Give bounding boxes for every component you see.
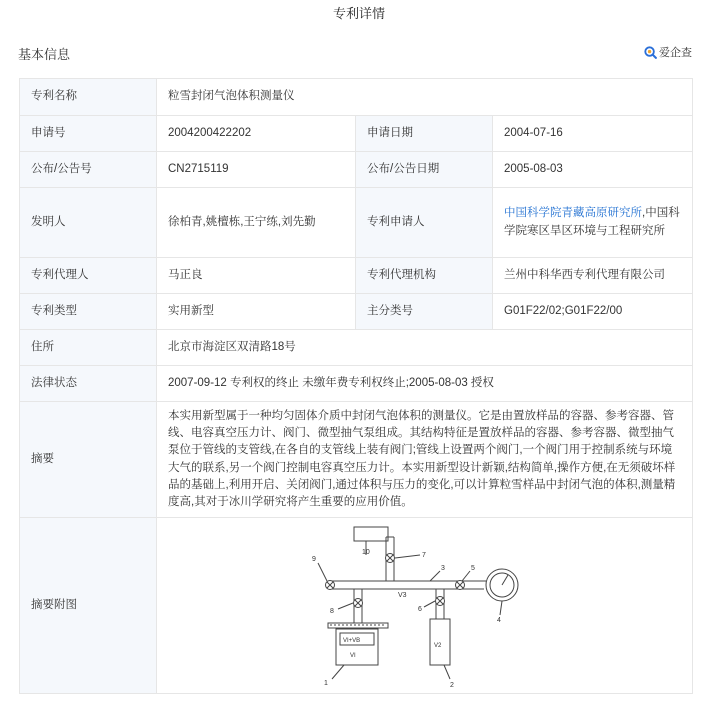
value-legal-status: 2007-09-12 专利权的终止 未缴年费专利权终止;2005-08-03 授权: [157, 366, 693, 402]
row-legal-status: [20, 366, 693, 402]
row-type: [20, 294, 693, 330]
row-application: [20, 116, 693, 152]
value-agent: 马正良: [157, 258, 356, 294]
value-agency: 兰州中科华西专利代理有限公司: [493, 258, 693, 294]
figure-cell: [157, 518, 693, 694]
search-logo-icon: [644, 46, 657, 59]
vacuum-gauge-box: [354, 527, 388, 541]
value-ipc: G01F22/02;G01F22/00: [493, 294, 693, 330]
fig-label-1: 1: [324, 679, 328, 687]
label-patent-type: 专利类型: [20, 294, 157, 330]
value-applicant: [493, 188, 693, 258]
brand-name: 爱企查: [659, 47, 692, 59]
value-application-date: 2004-07-16: [493, 116, 693, 152]
patent-info-table: [19, 78, 693, 694]
label-legal-status: 法律状态: [20, 366, 157, 402]
value-address: 北京市海淀区双清路18号: [157, 330, 693, 366]
brand-logo[interactable]: [644, 44, 692, 60]
section-title: 基本信息: [18, 47, 71, 62]
row-publication: [20, 152, 693, 188]
label-figure: 摘要附图: [20, 518, 157, 694]
fig-label-8: 8: [330, 607, 334, 615]
value-publication-number: CN2715119: [157, 152, 356, 188]
fig-label-vivb: VI+VB: [343, 637, 361, 644]
value-abstract: 本实用新型属于一种均匀固体介质中封闭气泡体积的测量仪。它是由置放样品的容器、参考容器、管线、电容真空压力计、阀门、微型抽气泵组成。其结构特征是置放样品的容器、参考容器、微型抽气泵位于管线的支管线,在各自的支管线上装有阀门;管线上设置两个阀门,一个阀门用于控制系统与环境大气的联系,另一个阀门控制电容真空压力计。本实用新型设计新颖,结构简单,操作方便,在无须破坏样品的基础上,利用开启、关闭阀门,通过体积与压力的变化,可以计算粒雪样品中封闭气泡的体积,测量精度高,其对于冰川学研究将产生重要的应用价值。: [157, 402, 693, 518]
value-patent-type: 实用新型: [157, 294, 356, 330]
row-abstract: [20, 402, 693, 518]
label-applicant: 专利申请人: [356, 188, 493, 258]
fig-label-7: 7: [422, 551, 426, 559]
fig-label-v3: V3: [398, 591, 407, 599]
value-inventor: 徐柏青,姚檀栋,王宁练,刘先勤: [157, 188, 356, 258]
fig-label-9: 9: [312, 555, 316, 563]
label-agent: 专利代理人: [20, 258, 157, 294]
fig-label-vi: VI: [350, 652, 356, 659]
value-patent-name: 粒雪封闭气泡体积测量仪: [157, 79, 693, 116]
label-address: 住所: [20, 330, 157, 366]
row-inventor: [20, 188, 693, 258]
row-name: [20, 79, 693, 116]
fig-label-5: 5: [471, 564, 475, 572]
applicant-link[interactable]: 中国科学院青藏高原研究所: [504, 207, 642, 220]
value-application-number: 2004200422202: [157, 116, 356, 152]
fig-label-10: 10: [362, 548, 370, 556]
fig-label-2: 2: [450, 681, 454, 689]
reference-container: [430, 619, 450, 665]
label-application-number: 申请号: [20, 116, 157, 152]
label-application-date: 申请日期: [356, 116, 493, 152]
fig-label-4: 4: [497, 616, 501, 624]
label-ipc: 主分类号: [356, 294, 493, 330]
label-inventor: 发明人: [20, 188, 157, 258]
fig-label-3: 3: [441, 564, 445, 572]
label-agency: 专利代理机构: [356, 258, 493, 294]
label-patent-name: 专利名称: [20, 79, 157, 116]
value-publication-date: 2005-08-03: [493, 152, 693, 188]
row-figure: [20, 518, 693, 694]
row-agent: [20, 258, 693, 294]
label-publication-date: 公布/公告日期: [356, 152, 493, 188]
label-abstract: 摘要: [20, 402, 157, 518]
fig-label-6: 6: [418, 605, 422, 613]
label-publication-number: 公布/公告号: [20, 152, 157, 188]
fig-label-v2: V2: [434, 642, 442, 649]
abstract-figure: [310, 523, 540, 689]
row-address: [20, 330, 693, 366]
page-title: 专利详情: [332, 6, 385, 21]
applicant-rest: ,中国科学院寒区旱区环境与工程研究所: [504, 207, 680, 237]
sample-container: [336, 629, 378, 665]
